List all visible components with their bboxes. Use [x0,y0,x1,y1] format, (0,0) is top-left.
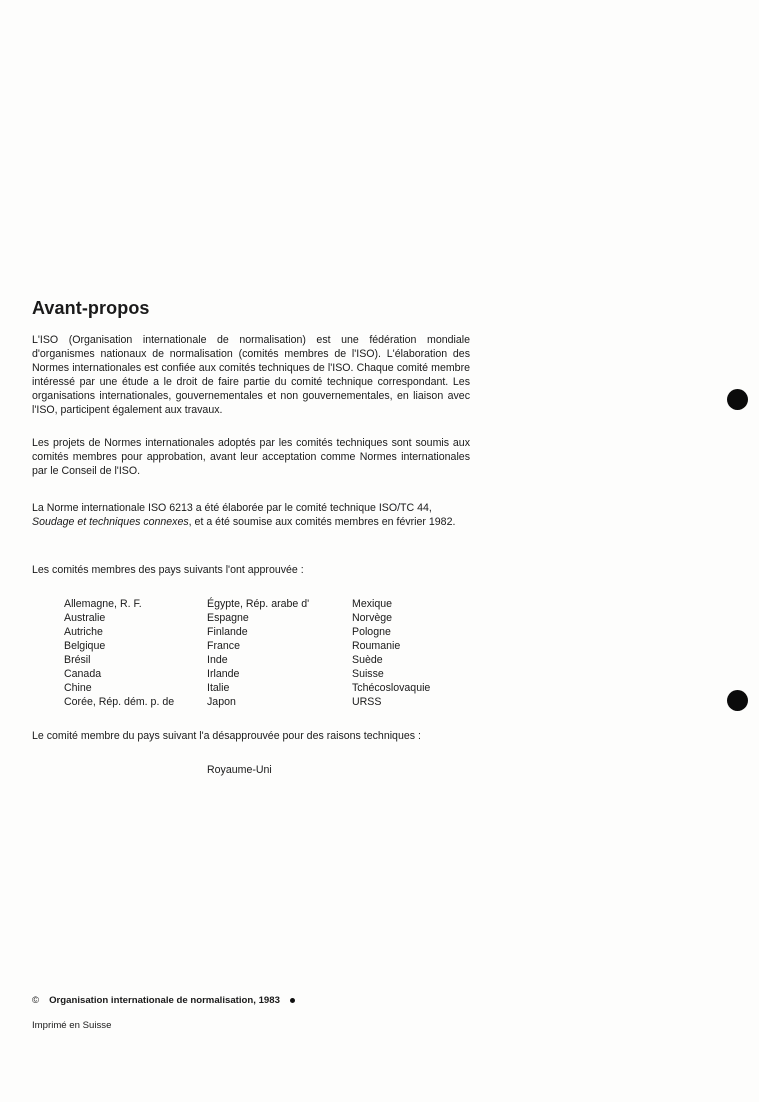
paragraph-iso-6213 [32,501,470,529]
country-column-1 [64,597,174,709]
country-item: Pologne [352,626,391,638]
binder-hole-lower [727,690,748,711]
country-item: Japon [207,696,236,708]
country-item: France [207,640,240,652]
country-item: URSS [352,696,382,708]
country-column-2 [207,597,309,709]
country-item: Italie [207,682,230,694]
country-item: Australie [64,612,106,624]
copyright-line [32,995,295,1006]
country-item: Chine [64,682,92,694]
country-item: Égypte, Rép. arabe d' [207,598,310,610]
p3-text-end: , et a été soumise aux comités membres en février 1982. [188,516,456,528]
bullet-icon [290,998,295,1003]
paragraph-approval-intro: Les comités membres des pays suivants l'ont approuvée : [32,564,304,576]
country-item: Espagne [207,612,249,624]
page-title: Avant-propos [32,298,150,318]
country-item: Finlande [207,626,248,638]
p3-text-start: La Norme internationale ISO 6213 a été élaborée par le comité technique ISO/TC 44, [32,502,432,514]
paragraph-draft-standards: Les projets de Normes internationales adoptés par les comités techniques sont soumis aux comités membres pour approbation, avant leur acceptation comme Normes internationales par le Conseil de l'ISO. [32,437,470,477]
country-column-3 [352,597,430,709]
country-item: Canada [64,668,102,680]
country-item: Allemagne, R. F. [64,598,142,610]
copyright-text: Organisation internationale de normalisation, 1983 [49,995,280,1006]
printed-location: Imprimé en Suisse [32,1020,112,1031]
country-item: Belgique [64,640,106,652]
country-item: Suède [352,654,383,666]
country-item: Norvège [352,612,393,624]
disapproving-country: Royaume-Uni [207,764,272,776]
country-item: Roumanie [352,640,401,652]
paragraph-disapproval-intro: Le comité membre du pays suivant l'a désapprouvée pour des raisons techniques : [32,730,421,742]
country-item: Irlande [207,668,240,680]
country-item: Tchécoslovaquie [352,682,431,694]
country-item: Suisse [352,668,384,680]
country-item: Corée, Rép. dém. p. de [64,696,175,708]
binder-hole-upper [727,389,748,410]
copyright-icon: © [32,995,40,1006]
p3-committee-title: Soudage et techniques connexes [32,516,189,528]
country-item: Brésil [64,654,91,666]
country-item: Mexique [352,598,393,610]
paragraph-iso-intro: L'ISO (Organisation internationale de normalisation) est une fédération mondiale d'organismes nationaux de normalisation (comités membres de l'ISO). L'élaboration des Normes internationales est confiée aux comités techniques de l'ISO. Chaque comité membre intéressé par une étude a le droit de faire partie du comité technique correspondant. Les organisations internationales, gouvernementales et non gouvernementales, en liaison avec l'ISO, participent également aux travaux. [32,334,470,416]
country-item: Inde [207,654,228,666]
country-item: Autriche [64,626,103,638]
